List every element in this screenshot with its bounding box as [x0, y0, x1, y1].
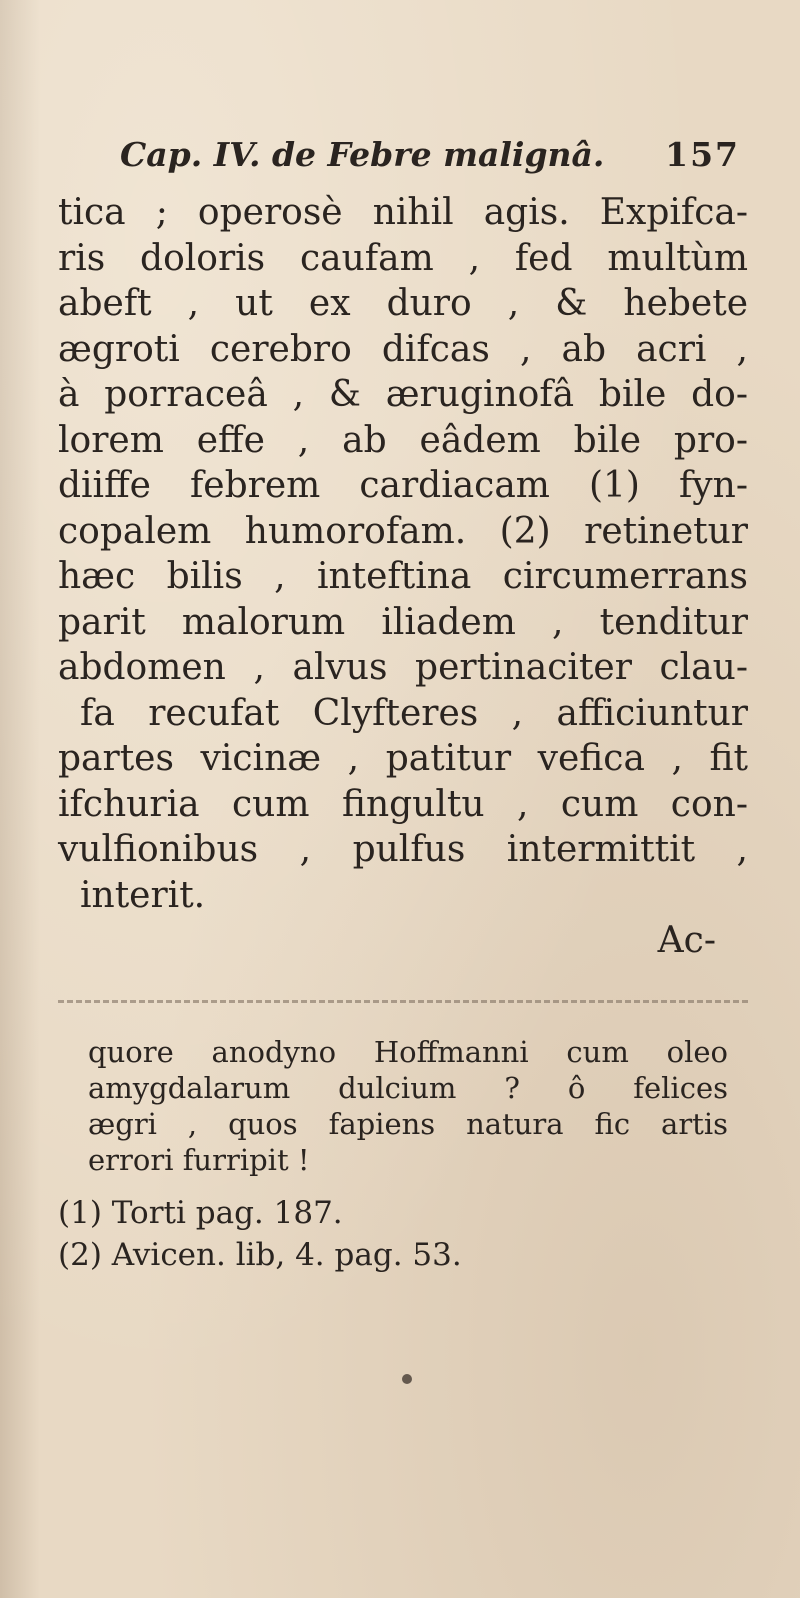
page-number: 157 — [665, 134, 740, 174]
footnote-continuation — [88, 1034, 728, 1178]
text-line: ris doloris caufam , fed multùm — [58, 237, 748, 279]
text-line: vulfionibus , pulfus intermittit , — [58, 829, 748, 870]
text-line: parit malorum iliadem , tenditur — [58, 601, 748, 643]
page-header — [120, 132, 740, 176]
footnote-line: amygdalarum dulcium ? ô felices — [88, 1071, 728, 1105]
text-line: abeft , ut ex duro , & hebete — [58, 283, 748, 324]
footnote-separator — [58, 1000, 748, 1007]
text-line: tica ; operosè nihil agis. Expifca- — [58, 192, 748, 233]
text-line: copalem humorofam. (2) retinetur — [58, 510, 748, 552]
text-line: à porraceâ , & æruginofâ bile do- — [58, 374, 748, 415]
catchword: Ac- — [657, 920, 716, 961]
footnotes — [58, 1192, 748, 1276]
footnote-1: (1) Torti pag. 187. — [58, 1195, 343, 1231]
text-line: lorem effe , ab eâdem bile pro- — [58, 419, 748, 461]
text-line: ægroti cerebro difcas , ab acri , — [58, 328, 748, 370]
text-line: interit. — [80, 874, 206, 916]
text-line: hæc bilis , inteftina circumerrans — [58, 556, 748, 597]
ink-spot — [402, 1374, 412, 1384]
main-text — [58, 190, 748, 964]
running-head: Cap. IV. de Febre malignâ. — [120, 134, 605, 174]
text-line: abdomen , alvus pertinaciter clau- — [58, 647, 748, 688]
footnote-line: quore anodyno Hoffmanni cum oleo — [88, 1035, 728, 1069]
text-line: fa recufat Clyfteres , afficiuntur — [80, 692, 748, 734]
footnote-line: errori furripit ! — [88, 1143, 310, 1177]
text-line: ifchuria cum fingultu , cum con- — [58, 783, 748, 825]
text-line: partes vicinæ , patitur vefica , fit — [58, 738, 748, 779]
footnote-2: (2) Avicen. lib, 4. pag. 53. — [58, 1237, 462, 1273]
text-line: diiffe febrem cardiacam (1) fyn- — [58, 465, 748, 506]
footnote-line: ægri , quos fapiens natura fic artis — [88, 1107, 728, 1141]
